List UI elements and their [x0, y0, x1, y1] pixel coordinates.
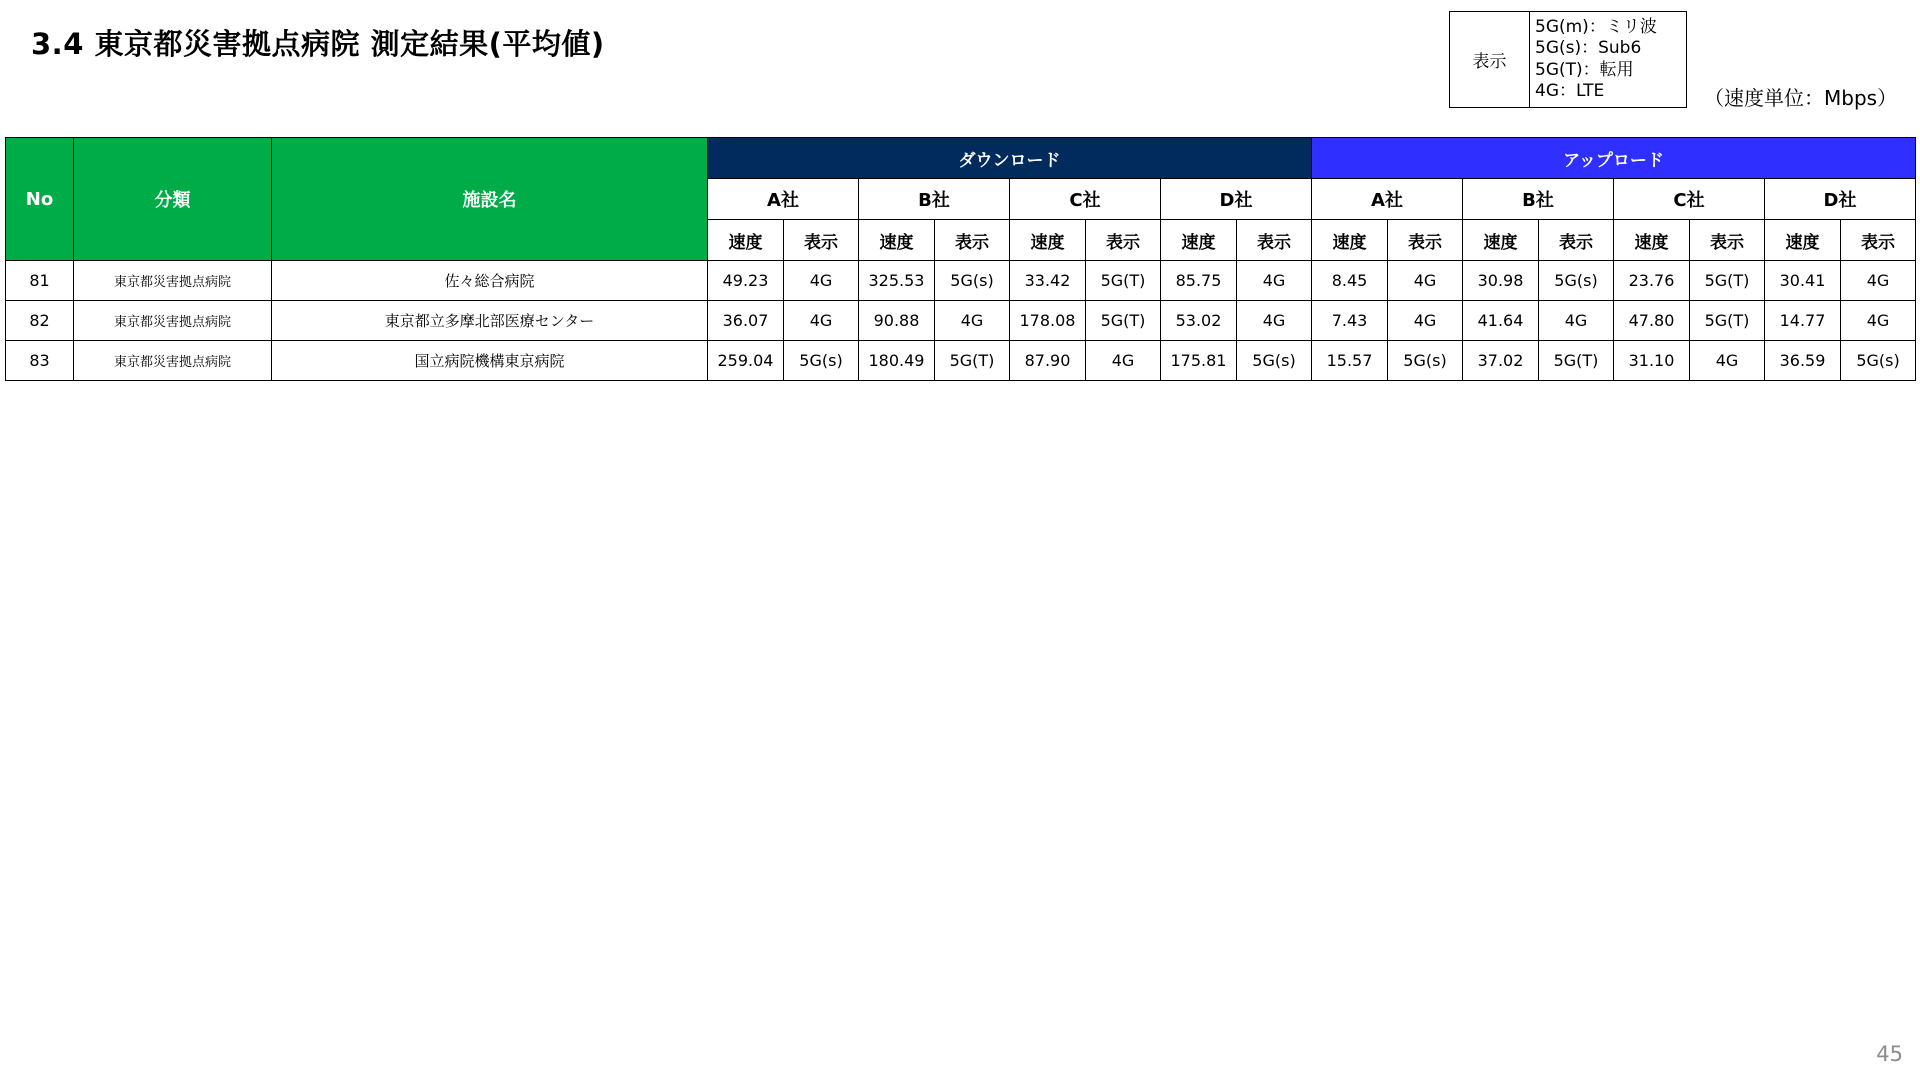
- cell-upload-b-display: 4G: [1539, 301, 1614, 341]
- cell-download-b-speed: 180.49: [859, 341, 935, 381]
- cell-download-c-speed: 178.08: [1010, 301, 1086, 341]
- cell-download-d-display: 4G: [1237, 301, 1312, 341]
- header-speed: 速度: [1312, 220, 1388, 261]
- cell-upload-a-speed: 8.45: [1312, 261, 1388, 301]
- cell-download-b-speed: 325.53: [859, 261, 935, 301]
- cell-upload-d-speed: 14.77: [1765, 301, 1841, 341]
- header-no: No: [6, 138, 74, 261]
- header-download-company-c: C社: [1010, 179, 1161, 220]
- header-speed: 速度: [1614, 220, 1690, 261]
- header-display: 表示: [935, 220, 1010, 261]
- header-upload: アップロード: [1312, 138, 1916, 179]
- cell-category: 東京都災害拠点病院: [74, 301, 272, 341]
- cell-upload-c-speed: 23.76: [1614, 261, 1690, 301]
- cell-upload-d-display: 4G: [1841, 261, 1916, 301]
- header-speed: 速度: [708, 220, 784, 261]
- display-legend: [1449, 11, 1687, 108]
- cell-download-a-speed: 49.23: [708, 261, 784, 301]
- header-download-company-a: A社: [708, 179, 859, 220]
- table-row: [6, 341, 1916, 381]
- cell-category: 東京都災害拠点病院: [74, 341, 272, 381]
- header-speed: 速度: [1161, 220, 1237, 261]
- cell-upload-b-display: 5G(s): [1539, 261, 1614, 301]
- header-download-company-d: D社: [1161, 179, 1312, 220]
- cell-upload-a-display: 5G(s): [1388, 341, 1463, 381]
- cell-upload-d-display: 4G: [1841, 301, 1916, 341]
- cell-upload-d-speed: 30.41: [1765, 261, 1841, 301]
- header-display: 表示: [784, 220, 859, 261]
- cell-upload-b-speed: 37.02: [1463, 341, 1539, 381]
- cell-upload-b-display: 5G(T): [1539, 341, 1614, 381]
- header-upload-company-c: C社: [1614, 179, 1765, 220]
- header-display: 表示: [1539, 220, 1614, 261]
- header-upload-company-a: A社: [1312, 179, 1463, 220]
- legend-item-mmwave: 5G(m)：ミリ波: [1535, 16, 1657, 37]
- header-upload-company-d: D社: [1765, 179, 1916, 220]
- cell-category: 東京都災害拠点病院: [74, 261, 272, 301]
- cell-download-d-speed: 53.02: [1161, 301, 1237, 341]
- cell-no: 81: [6, 261, 74, 301]
- cell-download-a-speed: 36.07: [708, 301, 784, 341]
- cell-upload-b-speed: 30.98: [1463, 261, 1539, 301]
- cell-download-c-speed: 33.42: [1010, 261, 1086, 301]
- cell-upload-b-speed: 41.64: [1463, 301, 1539, 341]
- header-display: 表示: [1690, 220, 1765, 261]
- cell-download-c-display: 5G(T): [1086, 301, 1161, 341]
- cell-download-a-display: 4G: [784, 261, 859, 301]
- cell-no: 83: [6, 341, 74, 381]
- header-upload-company-b: B社: [1463, 179, 1614, 220]
- cell-download-a-display: 5G(s): [784, 341, 859, 381]
- cell-download-a-speed: 259.04: [708, 341, 784, 381]
- table-row: [6, 261, 1916, 301]
- header-display: 表示: [1388, 220, 1463, 261]
- cell-upload-d-display: 5G(s): [1841, 341, 1916, 381]
- table-row: [6, 301, 1916, 341]
- cell-upload-a-display: 4G: [1388, 301, 1463, 341]
- header-facility: 施設名: [272, 138, 708, 261]
- cell-facility: 佐々総合病院: [272, 261, 708, 301]
- cell-download-b-display: 5G(s): [935, 261, 1010, 301]
- cell-upload-a-speed: 7.43: [1312, 301, 1388, 341]
- legend-item-sub6: 5G(s)：Sub6: [1535, 38, 1642, 58]
- header-download-company-b: B社: [859, 179, 1010, 220]
- cell-download-d-speed: 85.75: [1161, 261, 1237, 301]
- cell-upload-c-display: 5G(T): [1690, 301, 1765, 341]
- results-table: [5, 137, 1916, 381]
- cell-download-b-display: 4G: [935, 301, 1010, 341]
- header-category: 分類: [74, 138, 272, 261]
- cell-upload-c-speed: 31.10: [1614, 341, 1690, 381]
- cell-download-a-display: 4G: [784, 301, 859, 341]
- header-speed: 速度: [1765, 220, 1841, 261]
- cell-download-c-display: 4G: [1086, 341, 1161, 381]
- cell-facility: 国立病院機構東京病院: [272, 341, 708, 381]
- header-display: 表示: [1086, 220, 1161, 261]
- cell-no: 82: [6, 301, 74, 341]
- cell-upload-c-display: 4G: [1690, 341, 1765, 381]
- cell-download-d-speed: 175.81: [1161, 341, 1237, 381]
- header-speed: 速度: [1010, 220, 1086, 261]
- header-display: 表示: [1841, 220, 1916, 261]
- cell-download-b-display: 5G(T): [935, 341, 1010, 381]
- legend-item-lte: 4G：LTE: [1535, 81, 1605, 101]
- cell-download-c-speed: 87.90: [1010, 341, 1086, 381]
- cell-upload-a-speed: 15.57: [1312, 341, 1388, 381]
- legend-item-converted: 5G(T)：転用: [1535, 59, 1634, 80]
- page-number: 45: [1876, 1042, 1903, 1066]
- legend-items: [1530, 12, 1662, 107]
- header-speed: 速度: [1463, 220, 1539, 261]
- cell-upload-c-display: 5G(T): [1690, 261, 1765, 301]
- page-title: 3.4 東京都災害拠点病院 測定結果(平均値): [31, 27, 605, 61]
- cell-upload-a-display: 4G: [1388, 261, 1463, 301]
- legend-label: 表示: [1450, 12, 1530, 107]
- cell-upload-c-speed: 47.80: [1614, 301, 1690, 341]
- cell-facility: 東京都立多摩北部医療センター: [272, 301, 708, 341]
- cell-download-d-display: 5G(s): [1237, 341, 1312, 381]
- cell-download-c-display: 5G(T): [1086, 261, 1161, 301]
- header-speed: 速度: [859, 220, 935, 261]
- cell-download-d-display: 4G: [1237, 261, 1312, 301]
- speed-unit-note: （速度単位：Mbps）: [1704, 86, 1898, 110]
- header-display: 表示: [1237, 220, 1312, 261]
- header-download: ダウンロード: [708, 138, 1312, 179]
- cell-download-b-speed: 90.88: [859, 301, 935, 341]
- cell-upload-d-speed: 36.59: [1765, 341, 1841, 381]
